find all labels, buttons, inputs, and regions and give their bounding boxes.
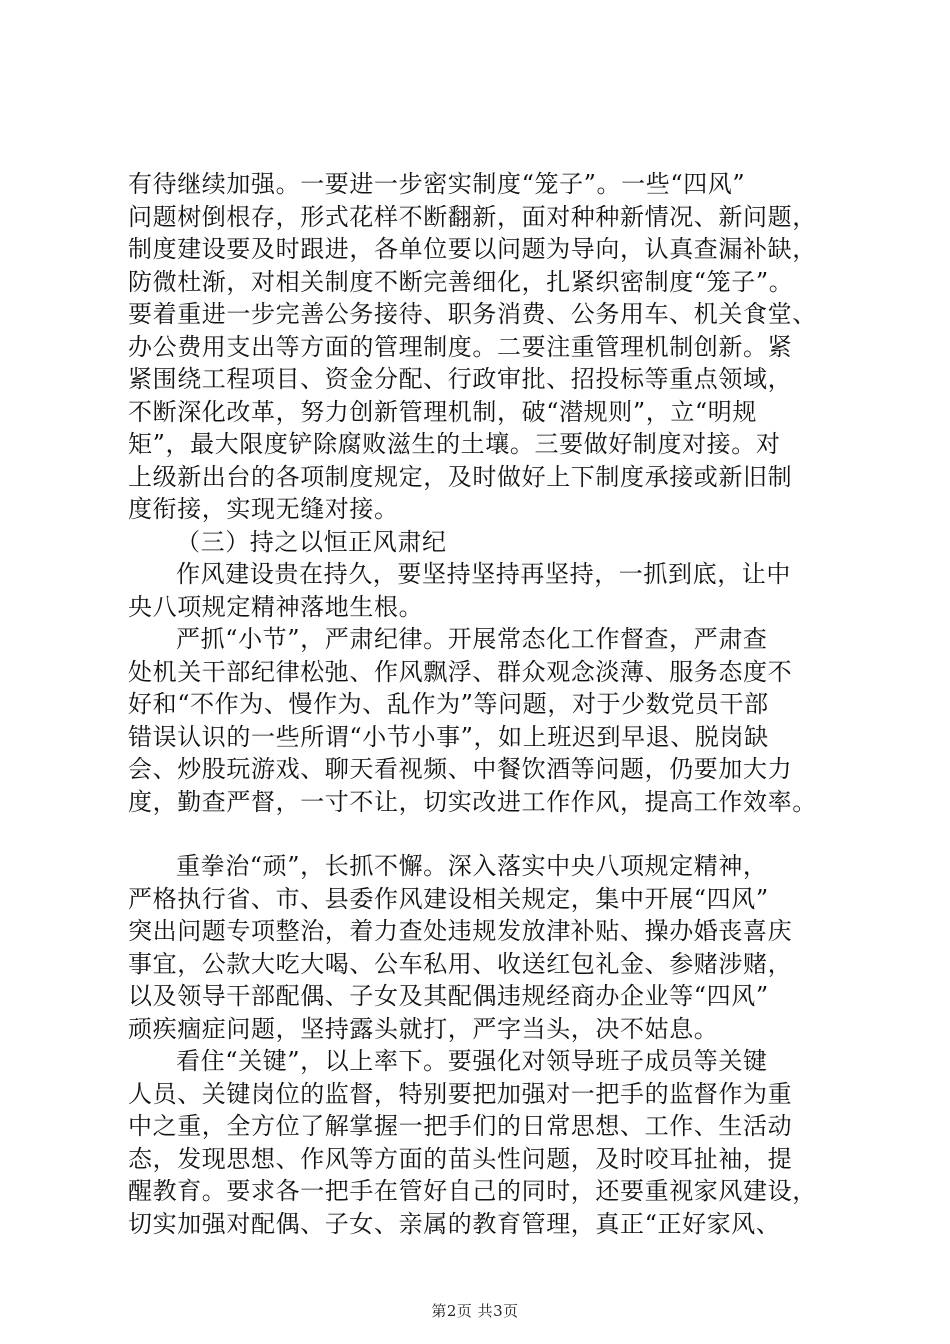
text-line: 紧围绕工程项目、资金分配、行政审批、招投标等重点领域， (128, 365, 793, 393)
text-line: 切实加强对配偶、子女、亲属的教育管理，真正“正好家风、 (128, 1209, 781, 1238)
text-line: 事宜，公款大吃大喝、公车私用、收送红包礼金、参赌涉赌， (128, 949, 793, 978)
text-line: 以及领导干部配偶、子女及其配偶违规经商办企业等“四风” (128, 982, 769, 1010)
text-line: 矩”，最大限度铲除腐败滋生的土壤。三要做好制度对接。对 (128, 430, 781, 458)
text-line: 要着重进一步完善公务接待、职务消费、公务用车、机关食堂、 (128, 300, 817, 328)
text-line: 错误认识的一些所谓“小节小事”，如上班迟到早退、脱岗缺 (128, 722, 769, 751)
text-line: 防微杜渐，对相关制度不断完善细化，扎紧织密制度“笼子”。 (128, 267, 794, 296)
page-number-footer: 第2页 共3页 (431, 1302, 519, 1320)
text-line: 度衔接，实现无缝对接。 (128, 495, 399, 523)
text-line: 作风建设贵在持久，要坚持坚持再坚持，一抓到底，让中 (176, 560, 791, 588)
text-line: 不断深化改革，努力创新管理机制，破“潜规则”，立“明规 (128, 397, 758, 426)
text-line: 会、炒股玩游戏、聊天看视频、中餐饮酒等问题，仍要加大力 (128, 755, 793, 783)
text-line: 问题树倒根存，形式花样不断翻新，面对种种新情况、新问题， (128, 202, 817, 231)
text-line: 办公费用支出等方面的管理制度。二要注重管理机制创新。紧 (128, 332, 793, 361)
text-line: 好和“不作为、慢作为、乱作为”等问题，对于少数党员干部 (128, 690, 769, 718)
text-line: 态，发现思想、作风等方面的苗头性问题，及时咬耳扯袖，提 (128, 1144, 793, 1173)
text-line: 中之重，全方位了解掌握一把手们的日常思想、工作、生活动 (128, 1112, 793, 1140)
text-line: 突出问题专项整治，着力查处违规发放津补贴、操办婚丧喜庆 (128, 917, 793, 945)
text-line: 上级新出台的各项制度规定，及时做好上下制度承接或新旧制 (128, 462, 793, 491)
text-line: 严抓“小节”，严肃纪律。开展常态化工作督查，严肃查 (176, 625, 768, 653)
paragraph-gap (128, 818, 843, 850)
text-line: 醒教育。要求各一把手在管好自己的同时，还要重视家风建设， (128, 1177, 817, 1205)
text-line: 处机关干部纪律松弛、作风飘浮、群众观念淡薄、服务态度不 (128, 657, 793, 686)
text-line: 央八项规定精神落地生根。 (128, 592, 424, 621)
text-line: 有待继续加强。一要进一步密实制度“笼子”。一些“四风” (128, 170, 746, 198)
text-line: 度，勤查严督，一寸不让，切实改进工作作风，提高工作效率。 (128, 787, 817, 816)
text-line: 顽疾痼症问题，坚持露头就打，严字当头，决不姑息。 (128, 1014, 719, 1043)
text-line: 制度建设要及时跟进，各单位要以问题为导向，认真查漏补缺， (128, 235, 817, 263)
text-line: 看住“关键”，以上率下。要强化对领导班子成员等关键 (176, 1047, 768, 1075)
document-body (128, 168, 843, 1240)
text-line: 严格执行省、市、县委作风建设相关规定，集中开展“四风” (128, 884, 769, 913)
section-heading: （三）持之以恒正风肃纪 (176, 527, 447, 556)
text-line: 人员、关键岗位的监督，特别要把加强对一把手的监督作为重 (128, 1079, 793, 1108)
text-line: 重拳治“顽”，长抓不懈。深入落实中央八项规定精神， (176, 852, 768, 880)
